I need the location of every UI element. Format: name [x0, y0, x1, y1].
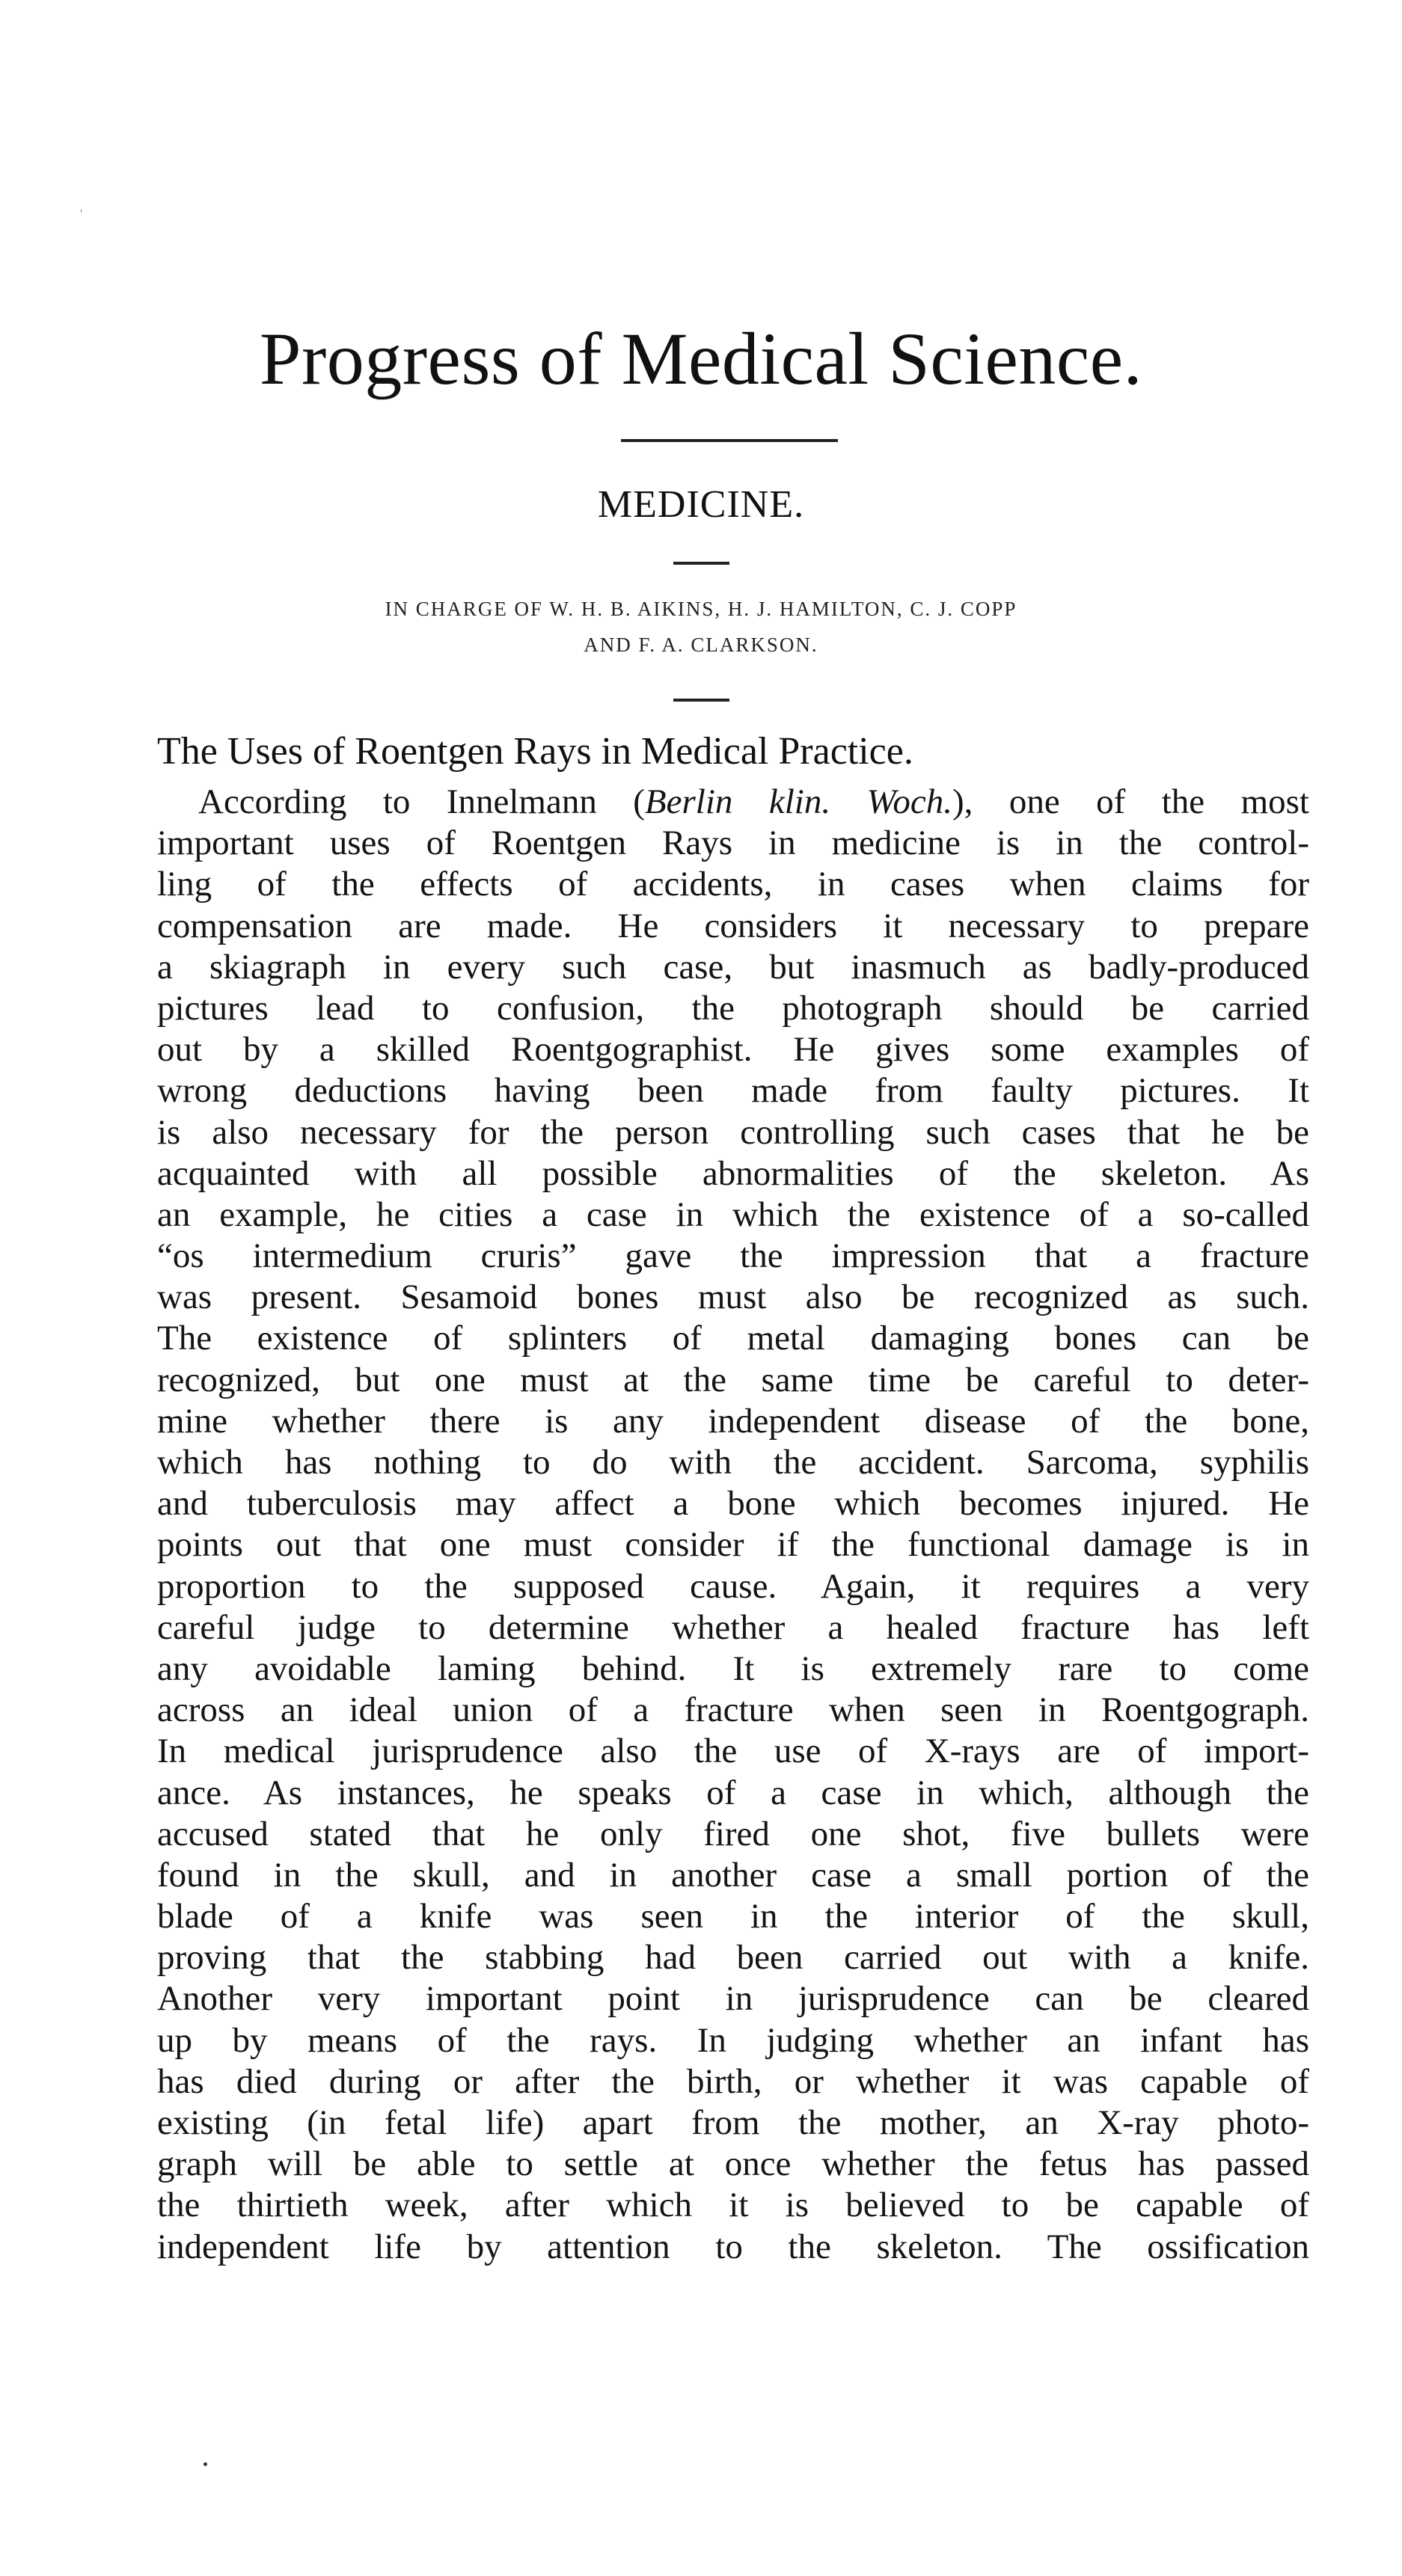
body-line: graph will be able to settle at once whether the fetus has passed	[157, 2144, 1309, 2184]
body-line: points out that one must consider if the functional damage is in	[157, 1525, 1309, 1565]
page-speck	[203, 2462, 207, 2466]
section-rule	[673, 562, 729, 565]
body-line: across an ideal union of a fracture when seen in Roentgograph.	[157, 1690, 1309, 1730]
section-heading: MEDICINE.	[597, 483, 805, 526]
body-line: The existence of splinters of metal damaging bones can be	[157, 1319, 1309, 1358]
body-line: According to Innelmann (Berlin klin. Woch.), one of the most	[198, 782, 1309, 821]
editors-line: AND F. A. CLARKSON.	[584, 634, 818, 656]
body-line: In medical jurisprudence also the use of X-rays are of import-	[157, 1732, 1309, 1771]
body-line: proving that the stabbing had been carried out with a knife.	[157, 1938, 1309, 1978]
body-line: accused stated that he only fired one shot, five bullets were	[157, 1814, 1309, 1853]
body-line: any avoidable laming behind. It is extremely rare to come	[157, 1649, 1309, 1688]
body-line: blade of a knife was seen in the interior of the skull,	[157, 1897, 1309, 1936]
body-line: ance. As instances, he speaks of a case in which, although the	[157, 1773, 1309, 1812]
body-line: ling of the effects of accidents, in cases when claims for	[157, 865, 1309, 904]
body-line: the thirtieth week, after which it is believed to be capable of	[157, 2186, 1309, 2225]
body-line: pictures lead to confusion, the photograph should be carried	[157, 988, 1309, 1028]
body-line: out by a skilled Roentgographist. He gives some examples of	[157, 1030, 1309, 1070]
body-line: a skiagraph in every such case, but inasmuch as badly-produced	[157, 947, 1309, 987]
body-line: important uses of Roentgen Rays in medicine is in the control-	[157, 824, 1309, 863]
body-line: is also necessary for the person controlling such cases that he be	[157, 1112, 1309, 1152]
article-title: The Uses of Roentgen Rays in Medical Practice.	[157, 730, 913, 773]
body-line: which has nothing to do with the accident. Sarcoma, syphilis	[157, 1443, 1309, 1482]
editors-credit	[0, 591, 1402, 663]
body-line: existing (in fetal life) apart from the mother, an X-ray photo-	[157, 2103, 1309, 2142]
body-line: wrong deductions having been made from faulty pictures. It	[157, 1071, 1309, 1111]
body-line: has died during or after the birth, or whether it was capable of	[157, 2061, 1309, 2101]
editors-line: IN CHARGE OF W. H. B. AIKINS, H. J. HAMILTON, C. J. COPP	[385, 598, 1017, 620]
page-title: Progress of Medical Science.	[259, 317, 1143, 400]
title-rule	[621, 439, 838, 442]
body-line: “os intermedium cruris” gave the impression that a fracture	[157, 1236, 1309, 1276]
article-body	[157, 782, 1309, 2268]
editors-rule	[673, 699, 729, 702]
body-line: independent life by attention to the skeleton. The ossification	[157, 2227, 1309, 2266]
body-line: proportion to the supposed cause. Again, it requires a very	[157, 1566, 1309, 1606]
body-line: acquainted with all possible abnormalities of the skeleton. As	[157, 1153, 1309, 1193]
body-line: Another very important point in jurisprudence can be cleared	[157, 1979, 1309, 2019]
body-line: up by means of the rays. In judging whether an infant has	[157, 2020, 1309, 2060]
body-line: compensation are made. He considers it necessary to prepare	[157, 906, 1309, 945]
body-line: careful judge to determine whether a healed fracture has left	[157, 1607, 1309, 1647]
body-line: and tuberculosis may affect a bone which becomes injured. He	[157, 1484, 1309, 1524]
body-line: recognized, but one must at the same time be careful to deter-	[157, 1360, 1309, 1399]
journal-citation: Berlin klin. Woch.	[644, 782, 952, 821]
body-line: found in the skull, and in another case a small portion of the	[157, 1855, 1309, 1895]
body-line: an example, he cities a case in which the existence of a so-called	[157, 1195, 1309, 1234]
body-line: was present. Sesamoid bones must also be recognized as such.	[157, 1278, 1309, 1317]
body-line: mine whether there is any independent disease of the bone,	[157, 1401, 1309, 1441]
page-speck	[81, 209, 82, 212]
